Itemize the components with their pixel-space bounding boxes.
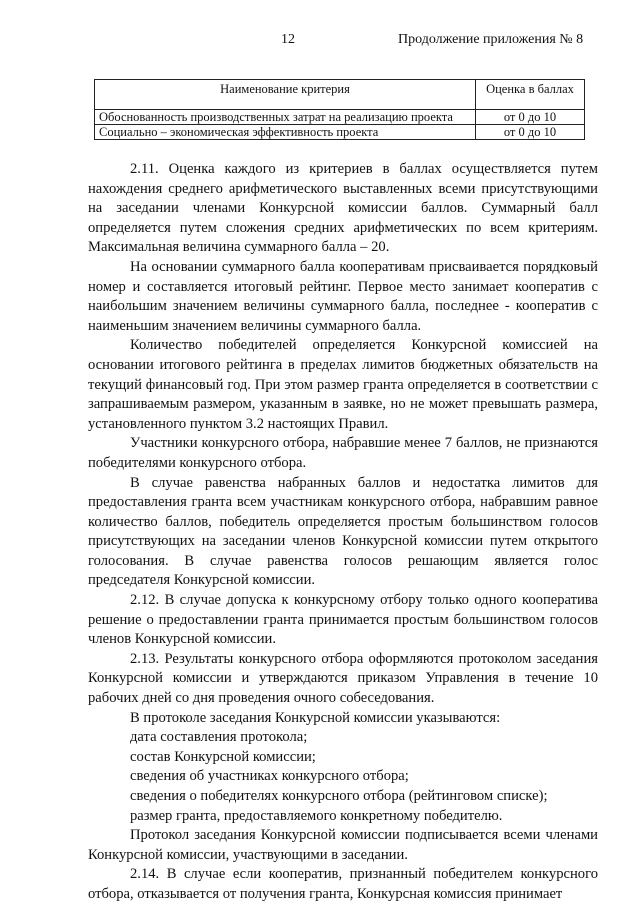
list-item: размер гранта, предоставляемого конкретному победителю.	[130, 807, 503, 824]
table-header-row	[95, 80, 585, 110]
table-row	[95, 110, 585, 125]
paragraph-winners-count: Количество победителей определяется Конкурсной комиссией на основании итогового рейтинга в пределах лимитов бюджетных обязательств на текущий финансовый год. При этом размер гранта определяется в соответствии с запрашиваемым размером, указанным в заявке, но не может превышать размера, установленного пунктом 3.2 настоящих Правил.	[88, 337, 598, 432]
page-number: 12	[281, 32, 295, 47]
list-item: состав Конкурсной комиссии;	[130, 748, 316, 765]
list-item: дата составления протокола;	[130, 729, 308, 746]
table-cell-score: от 0 до 10	[476, 125, 585, 140]
paragraph-2-11: 2.11. Оценка каждого из критериев в баллах осуществляется путем нахождения среднего арифметического выставленных всеми присутствующими на заседании членами Конкурсной комиссии баллов. Суммарный балл определяется путем сложения средних арифметических по всем критериям. Максимальная величина суммарного балла – 20.	[88, 161, 598, 256]
table-cell-criterion: Социально – экономическая эффективность проекта	[95, 125, 476, 140]
paragraph-protocol-signing: Протокол заседания Конкурсной комиссии подписывается всеми членами Конкурсной комиссии, участвующими в заседании.	[88, 827, 598, 863]
criteria-table	[94, 79, 585, 140]
table-row	[95, 125, 585, 140]
table-cell-criterion: Обоснованность производственных затрат на реализацию проекта	[95, 110, 476, 125]
continuation-note: Продолжение приложения № 8	[398, 32, 584, 47]
paragraph-2-14: 2.14. В случае если кооператив, признанный победителем конкурсного отбора, отказывается от получения гранта, Конкурсная комиссия принимает	[88, 866, 598, 902]
paragraph-2-12: 2.12. В случае допуска к конкурсному отбору только одного кооператива решение о предоставлении гранта принимается простым большинством голосов членов Конкурсной комиссии.	[88, 592, 598, 648]
document-body	[88, 160, 598, 905]
table-header-score: Оценка в баллах	[476, 80, 585, 110]
table-header-criterion: Наименование критерия	[95, 80, 476, 110]
paragraph-protocol-contents: В протоколе заседания Конкурсной комиссии указываются:	[130, 709, 501, 726]
paragraph-tie-break: В случае равенства набранных баллов и недостатка лимитов для предоставления гранта всем участникам конкурсного отбора, набравшим равное количество баллов, победитель определяется простым большинством голосов присутствующих на заседании членов Конкурсной комиссии путем открытого голосования. В случае равенства голосов решающим является голос председателя Конкурсной комиссии.	[88, 474, 598, 589]
list-item: сведения о победителях конкурсного отбора (рейтинговом списке);	[130, 788, 548, 804]
list-item: сведения об участниках конкурсного отбора;	[130, 768, 409, 785]
table-cell-score: от 0 до 10	[476, 110, 585, 125]
paragraph-min-score: Участники конкурсного отбора, набравшие менее 7 баллов, не признаются победителями конкурсного отбора.	[88, 435, 598, 471]
paragraph-rating: На основании суммарного балла кооперативам присваивается порядковый номер и составляется итоговый рейтинг. Первое место занимает кооператив с наибольшим значением величины суммарного балла, последнее - кооператив с наименьшим значением величины суммарного балла.	[88, 258, 598, 334]
paragraph-2-13: 2.13. Результаты конкурсного отбора оформляются протоколом заседания Конкурсной комиссии и утверждаются приказом Управления в течение 10 рабочих дней со дня проведения очного собеседования.	[88, 650, 598, 707]
